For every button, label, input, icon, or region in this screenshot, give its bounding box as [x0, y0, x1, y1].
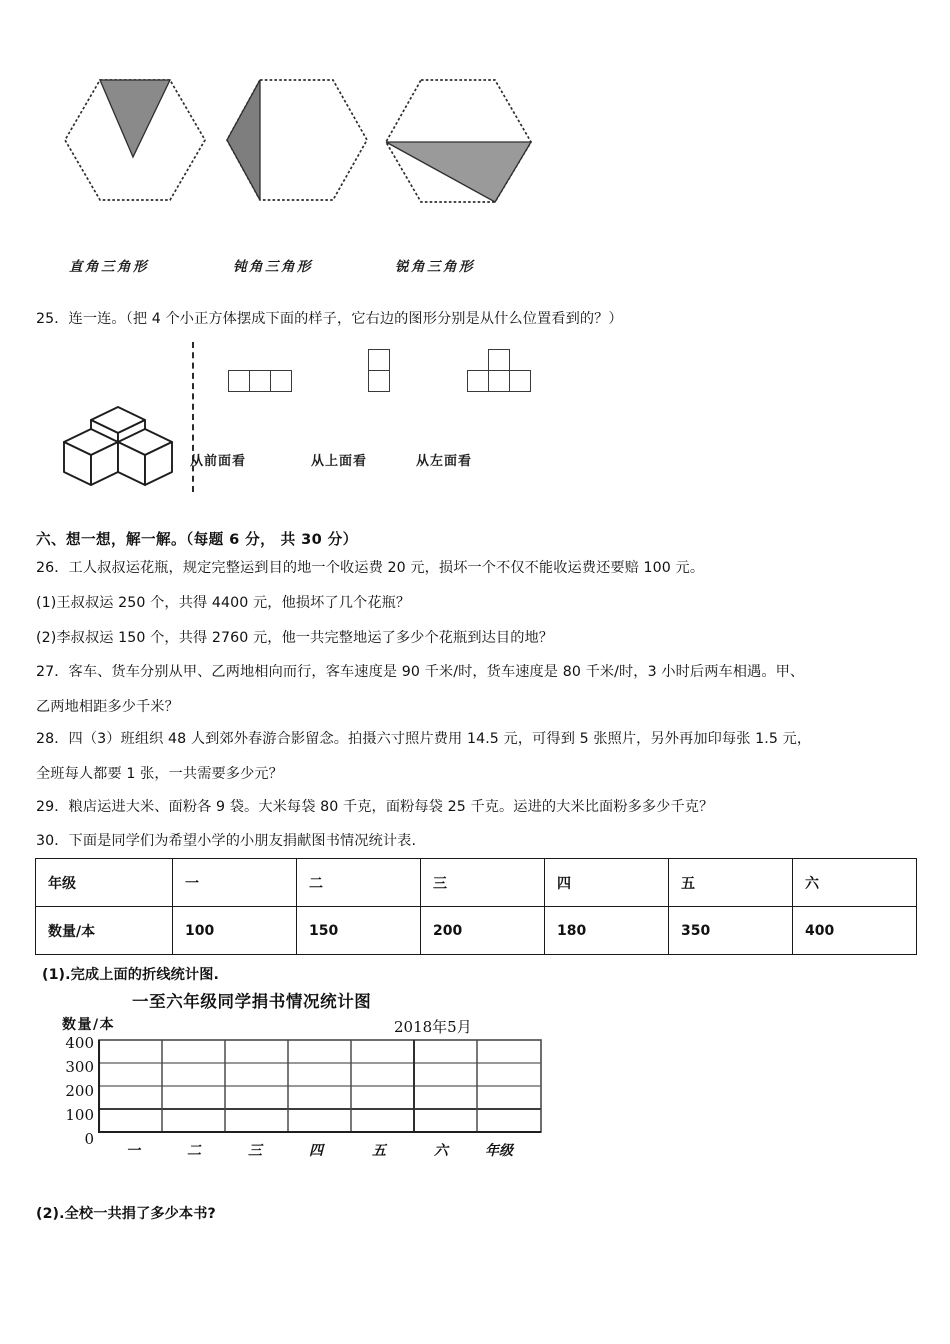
table-cell-grade-2: 二	[297, 859, 421, 907]
question-26-line-1: 26．工人叔叔运花瓶，规定完整运到目的地一个收运费 20 元，损坏一个不仅不能收运费还要赔 100 元。	[36, 560, 705, 576]
chart-y-axis-label: 数量/本	[62, 1017, 116, 1033]
x-tick-4: 四	[309, 1143, 323, 1159]
table-cell-grade-5: 五	[669, 859, 793, 907]
hexagon-3-caption: 锐角三角形	[395, 259, 475, 275]
view-cell	[467, 370, 489, 392]
view-label-top: 从上面看	[311, 454, 368, 469]
table-cell-grade-3: 三	[421, 859, 545, 907]
y-tick-200: 200	[65, 1082, 94, 1100]
table-cell-grade-1: 一	[173, 859, 297, 907]
table-cell-count-5: 350	[669, 907, 793, 955]
table-row-grades	[36, 859, 917, 907]
question-27-line-2: 乙两地相距多少千米？	[36, 699, 179, 715]
view-cell	[368, 370, 390, 392]
question-30-sub2: (2).全校一共捐了多少本书?	[36, 1206, 216, 1222]
donation-line-chart	[42, 988, 562, 1173]
hexagon-figure-1	[55, 62, 215, 275]
view-cell	[249, 370, 271, 392]
hexagon-figure-3	[373, 62, 548, 275]
hexagon-3-svg	[373, 62, 548, 212]
table-cell-count-2: 150	[297, 907, 421, 955]
x-tick-3: 三	[248, 1143, 262, 1159]
table-header-grade: 年级	[36, 859, 173, 907]
question-25-body: 连一连。（把 4 个小正方体摆成下面的样子，它右边的图形分别是从什么位置看到的？）	[68, 311, 623, 327]
dashed-separator	[192, 342, 194, 492]
view-cell	[488, 370, 510, 392]
hexagon-figure-group	[55, 62, 555, 292]
table-cell-count-1: 100	[173, 907, 297, 955]
chart-grid	[98, 1034, 568, 1154]
y-tick-100: 100	[65, 1106, 94, 1124]
hexagon-2-caption: 钝角三角形	[233, 259, 313, 275]
x-tick-6: 六	[434, 1143, 448, 1159]
table-cell-count-3: 200	[421, 907, 545, 955]
question-28-line-1: 28．四（3）班组织 48 人到郊外春游合影留念。拍摄六寸照片费用 14.5 元，可得到 5 张照片，另外再加印每张 1.5 元，	[36, 731, 812, 747]
question-26-line-3: (2)李叔叔运 150 个，共得 2760 元，他一共完整地运了多少个花瓶到达目的地？	[36, 630, 554, 646]
view-cell	[488, 349, 510, 371]
hexagon-1-caption: 直角三角形	[69, 259, 149, 275]
donation-statistics-table	[35, 858, 917, 955]
view-cell	[368, 349, 390, 371]
table-cell-count-4: 180	[545, 907, 669, 955]
question-29-line-1: 29．粮店运进大米、面粉各 9 袋。大米每袋 80 千克，面粉每袋 25 千克。运进的大米比面粉多多少千克？	[36, 799, 714, 815]
hexagon-3-outline	[386, 80, 531, 202]
question-30-line-1: 30．下面是同学们为希望小学的小朋友捐献图书情况统计表.	[36, 833, 417, 849]
table-header-quantity: 数量/本	[36, 907, 173, 955]
table-cell-count-6: 400	[793, 907, 917, 955]
hexagon-2-shaded-triangle	[227, 80, 260, 200]
hexagon-2-svg	[215, 62, 380, 212]
y-tick-300: 300	[65, 1058, 94, 1076]
chart-x-axis-label: 年级	[485, 1143, 513, 1159]
question-26-line-2: (1)王叔叔运 250 个，共得 4400 元，他损坏了几个花瓶？	[36, 595, 411, 611]
x-tick-5: 五	[372, 1143, 386, 1159]
y-tick-0: 0	[84, 1130, 94, 1148]
view-cell	[270, 370, 292, 392]
chart-title: 一至六年级同学捐书情况统计图	[132, 992, 372, 1011]
section-six-heading: 六、想一想，解一解。（每题 6 分， 共 30 分）	[36, 531, 358, 548]
question-25-text	[36, 308, 623, 328]
table-row-counts	[36, 907, 917, 955]
question-27-line-1: 27．客车、货车分别从甲、乙两地相向而行，客车速度是 90 千米/时，货车速度是 80 千米/时，3 小时后两车相遇。甲、	[36, 664, 805, 680]
x-tick-2: 二	[187, 1143, 201, 1159]
chart-plot-area	[42, 1036, 562, 1173]
table-cell-grade-6: 六	[793, 859, 917, 907]
question-28-line-2: 全班每人都要 1 张，一共需要多少元？	[36, 766, 283, 782]
table-cell-grade-4: 四	[545, 859, 669, 907]
cube-solid-isometric	[48, 382, 183, 497]
y-tick-400: 400	[65, 1034, 94, 1052]
question-30-sub1: (1).完成上面的折线统计图.	[42, 967, 219, 983]
view-cell	[509, 370, 531, 392]
view-cell	[228, 370, 250, 392]
hexagon-1-svg	[55, 62, 215, 212]
view-label-left: 从左面看	[416, 454, 473, 469]
chart-subtitle-date: 2018年5月	[394, 1018, 472, 1036]
x-tick-1: 一	[126, 1143, 140, 1159]
hexagon-figure-2	[215, 62, 380, 275]
question-25-figure-group	[40, 340, 570, 495]
question-25-number: 25．	[36, 311, 69, 327]
view-label-front: 从前面看	[190, 454, 247, 469]
